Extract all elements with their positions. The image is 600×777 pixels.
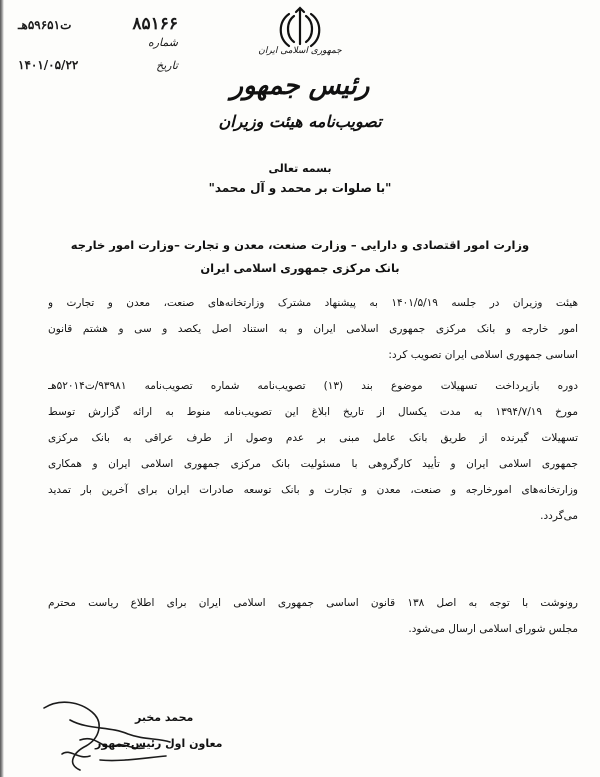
paragraph-line: دوره بازپرداخت تسهیلات موضوع بند (۱۳) تصویب‌نامه شماره تصویب‌نامه ۹۳۹۸۱/ت۵۲۰۱۴هـ <box>48 380 578 392</box>
date-row <box>18 58 178 80</box>
signature <box>40 690 210 775</box>
paragraph-line: امور خارجه و بانک مرکزی جمهوری اسلامی ایران و به استناد اصل یکصد و سی و هشتم قانون <box>48 323 578 335</box>
paragraph-line: رونوشت با توجه به اصل ۱۳۸ قانون اساسی جمهوری اسلامی ایران برای اطلاع ریاست محترم <box>48 597 578 609</box>
document-type: تصویب‌نامه هیئت وزیران <box>218 112 382 131</box>
country-name: جمهوری اسلامی ایران <box>258 46 342 56</box>
paragraph-line: هیئت وزیران در جلسه ۱۴۰۱/۵/۱۹ به پیشنهاد مشترک وزارتخانه‌های صنعت، معدن و تجارت و <box>48 297 578 309</box>
registration-block <box>18 14 178 80</box>
paragraph-line: وزارتخانه‌های امورخارجه و صنعت، معدن و تجارت و بانک توسعه صادرات ایران برای آخرین بار تمدید <box>48 484 578 496</box>
paragraph-decision-text <box>48 373 578 529</box>
signature-scribble-icon <box>40 690 210 775</box>
paragraph-line: مورخ ۱۳۹۴/۷/۱۹ به مدت یکسال از تاریخ ابلاغ این تصویب‌نامه منوط به ارائه گزارش توسط <box>48 406 578 418</box>
paragraph-line: مجلس شورای اسلامی ارسال می‌شود. <box>408 623 578 635</box>
signatory-title: معاون اول رئیس‌جمهور <box>95 737 223 750</box>
salawat: "با صلوات بر محمد و آل محمد" <box>208 181 392 195</box>
paragraph-decision-intro <box>48 290 578 368</box>
ref-number: ت۵۹۶۵۱هـ <box>18 18 72 32</box>
paragraph-line: می‌گردد. <box>540 510 578 522</box>
paragraph-line: تسهیلات گیرنده از طریق بانک عامل مبنی بر عدم وصول از طرف عراقی به بانک مرکزی <box>48 432 578 444</box>
addressees-line-2: بانک مرکزی جمهوری اسلامی ایران <box>200 261 400 275</box>
number-label-row <box>18 36 178 58</box>
bismillah: بسمه تعالی <box>268 162 332 175</box>
number-label: شماره <box>147 36 178 49</box>
paragraph-copy-note <box>48 590 578 642</box>
date-label: تاریخ <box>156 59 178 72</box>
masthead <box>215 46 385 138</box>
office-title: رئیس جمهور <box>230 71 370 101</box>
date-value: ۱۴۰۱/۰۵/۲۲ <box>18 58 79 72</box>
scan-edge <box>0 0 4 777</box>
iran-emblem-icon <box>276 6 324 50</box>
paragraph-line: اساسی جمهوری اسلامی ایران تصویب کرد: <box>388 349 578 361</box>
paragraph-line: جمهوری اسلامی ایران و تأیید کارگروهی با مسئولیت بانک مرکزی جمهوری اسلامی ایران و همکاری <box>48 458 578 470</box>
addressees-line-1: وزارت امور اقتصادی و دارایی – وزارت صنعت، معدن و تجارت –وزارت امور خارجه <box>70 238 530 252</box>
signatory-name: محمد مخبر <box>135 711 194 724</box>
letter-number: ۸۵۱۶۶ <box>132 14 178 34</box>
letter-number-row <box>18 14 178 36</box>
